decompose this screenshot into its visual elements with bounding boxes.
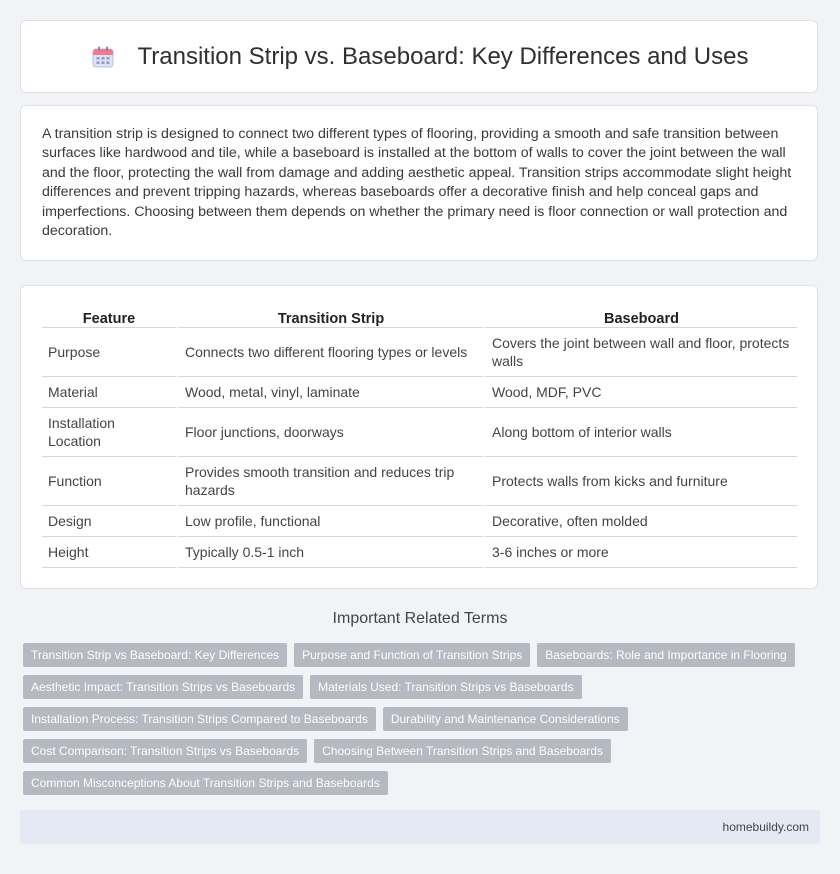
table-cell: Design — [42, 506, 176, 537]
table-cell: Typically 0.5-1 inch — [176, 537, 483, 568]
table-cell: Protects walls from kicks and furniture — [483, 457, 797, 506]
table-row — [42, 328, 797, 377]
related-term-tag[interactable]: Durability and Maintenance Considerations — [383, 707, 628, 731]
related-term-tag[interactable]: Transition Strip vs Baseboard: Key Differences — [23, 643, 287, 667]
comparison-table — [42, 306, 797, 568]
table-cell: Height — [42, 537, 176, 568]
calendar-icon — [90, 44, 116, 70]
table-cell: 3-6 inches or more — [483, 537, 797, 568]
intro-paragraph: A transition strip is designed to connect two different types of flooring, providing a smooth and safe transition between surfaces like hardwood and tile, while a baseboard is installed at the bottom of walls to cover the joint between the wall and the floor, protecting the wall from damage and adding aesthetic appeal. Transition strips accommodate slight height differences and prevent tripping hazards, whereas baseboards offer a decorative finish and help conceal gaps and imperfections. Choosing between them depends on whether the primary need is floor connection or wall protection and decoration. — [42, 126, 792, 240]
footer-site-link[interactable]: homebuildy.com — [722, 820, 809, 834]
comparison-table-card — [20, 285, 818, 589]
intro-card — [20, 105, 818, 261]
title-card — [20, 20, 818, 93]
table-row — [42, 408, 797, 457]
related-term-tag[interactable]: Cost Comparison: Transition Strips vs Baseboards — [23, 739, 307, 763]
table-cell: Provides smooth transition and reduces trip hazards — [176, 457, 483, 506]
table-cell: Low profile, functional — [176, 506, 483, 537]
related-term-tag[interactable]: Installation Process: Transition Strips Compared to Baseboards — [23, 707, 376, 731]
table-cell: Floor junctions, doorways — [176, 408, 483, 457]
table-cell: Material — [42, 377, 176, 408]
table-row — [42, 377, 797, 408]
table-header-cell: Baseboard — [483, 306, 797, 328]
table-cell: Installation Location — [42, 408, 176, 457]
table-cell: Purpose — [42, 328, 176, 377]
table-cell: Decorative, often molded — [483, 506, 797, 537]
page-title: Transition Strip vs. Baseboard: Key Differences and Uses — [137, 42, 749, 70]
related-terms-heading: Important Related Terms — [332, 610, 508, 627]
table-cell: Wood, metal, vinyl, laminate — [176, 377, 483, 408]
related-term-tag[interactable]: Common Misconceptions About Transition Strips and Baseboards — [23, 771, 388, 795]
title-wrap — [90, 43, 749, 71]
related-terms-list — [23, 643, 813, 795]
table-header-row — [42, 306, 797, 328]
table-row — [42, 457, 797, 506]
related-term-tag[interactable]: Materials Used: Transition Strips vs Baseboards — [310, 675, 581, 699]
table-cell: Connects two different flooring types or levels — [176, 328, 483, 377]
related-term-tag[interactable]: Aesthetic Impact: Transition Strips vs Baseboards — [23, 675, 303, 699]
table-cell: Wood, MDF, PVC — [483, 377, 797, 408]
table-row — [42, 506, 797, 537]
table-row — [42, 537, 797, 568]
related-term-tag[interactable]: Baseboards: Role and Importance in Flooring — [537, 643, 794, 667]
table-header-cell: Feature — [42, 306, 176, 328]
related-term-tag[interactable]: Purpose and Function of Transition Strips — [294, 643, 530, 667]
table-header-cell: Transition Strip — [176, 306, 483, 328]
related-term-tag[interactable]: Choosing Between Transition Strips and Baseboards — [314, 739, 611, 763]
footer — [20, 810, 820, 844]
table-cell: Along bottom of interior walls — [483, 408, 797, 457]
table-cell: Covers the joint between wall and floor, protects walls — [483, 328, 797, 377]
table-cell: Function — [42, 457, 176, 506]
